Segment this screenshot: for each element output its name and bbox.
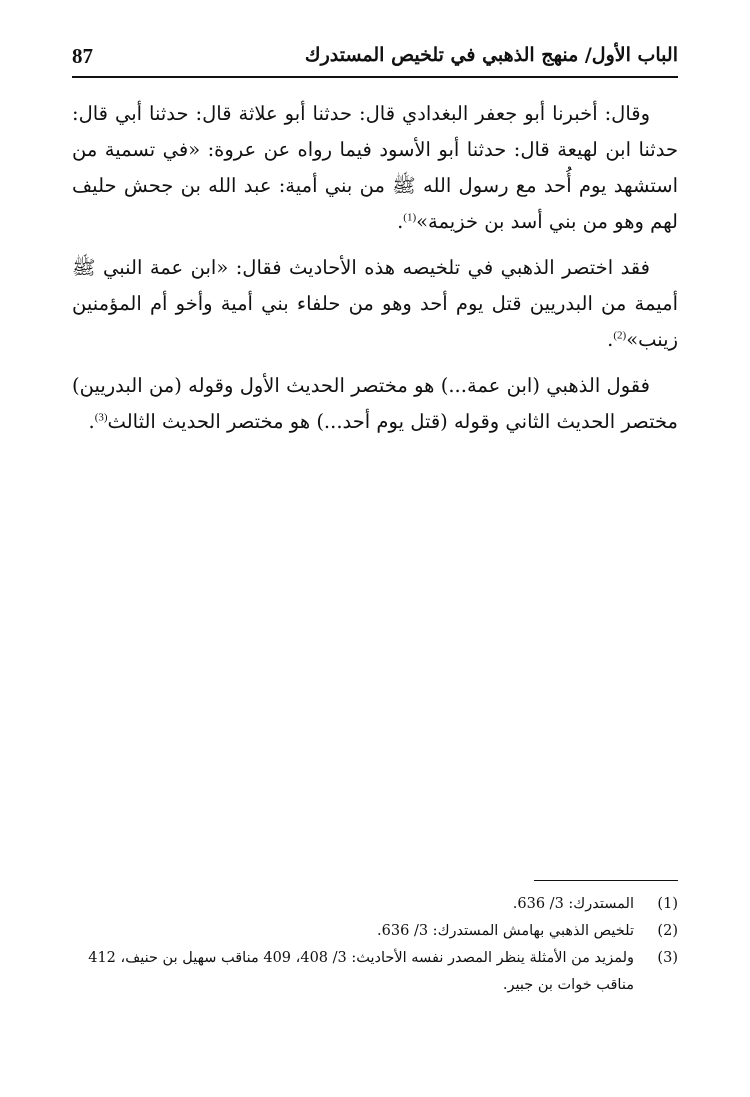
footnote [72,918,678,945]
footnote [72,891,678,918]
paragraph [72,96,678,240]
paragraph [72,368,678,440]
footnote-ref: (1) [403,211,417,224]
page-number: 87 [72,44,93,68]
footnote-text: تلخيص الذهبي بهامش المستدرك: 3/ 636. [377,923,634,939]
running-title: الباب الأول/ منهج الذهبي في تلخيص المستدرك [304,44,678,66]
footnote-number: (1) [657,896,678,912]
body-text [72,96,678,450]
paragraph-text: فقد اختصر الذهبي في تلخيصه هذه الأحاديث فقال: «ابن عمة النبي ﷺ أميمة من البدريين قتل يوم أحد وهو من حلفاء بني أمية وأخو أم المؤمنين زينب» [72,256,678,351]
footnote-text: المستدرك: 3/ 636. [512,896,634,912]
paragraph [72,250,678,358]
footnote-number: (2) [657,923,678,939]
footnote-number: (3) [657,950,678,966]
footnote-separator [534,880,678,881]
paragraph-text: وقال: أخبرنا أبو جعفر البغدادي قال: حدثنا أبو علاثة قال: حدثنا أبي قال: حدثنا ابن لهيعة قال: حدثنا أبو الأسود فيما رواه عن عروة: «في تسمية من استشهد يوم أُحد مع رسول الله ﷺ من بني أمية: عبد الله بن جحش حليف لهم وهو من بني أسد بن خزيمة» [72,102,678,233]
footnote [72,945,678,999]
page-header [72,40,678,78]
paragraph-end: . [397,210,404,233]
footnote-ref: (2) [613,329,627,342]
footnote-ref: (3) [94,411,108,424]
footnote-text: ولمزيد من الأمثلة ينظر المصدر نفسه الأحاديث: 3/ 408، 409 مناقب سهيل بن حنيف، 412 مناقب خوات بن جبير. [88,950,634,993]
paragraph-text: فقول الذهبي (ابن عمة...) هو مختصر الحديث الأول وقوله (من البدريين) مختصر الحديث الثاني وقوله (قتل يوم أحد...) هو مختصر الحديث الثالث [72,374,678,433]
footnotes [72,891,678,999]
paragraph-end: . [607,328,614,351]
paragraph-end: . [88,410,95,433]
